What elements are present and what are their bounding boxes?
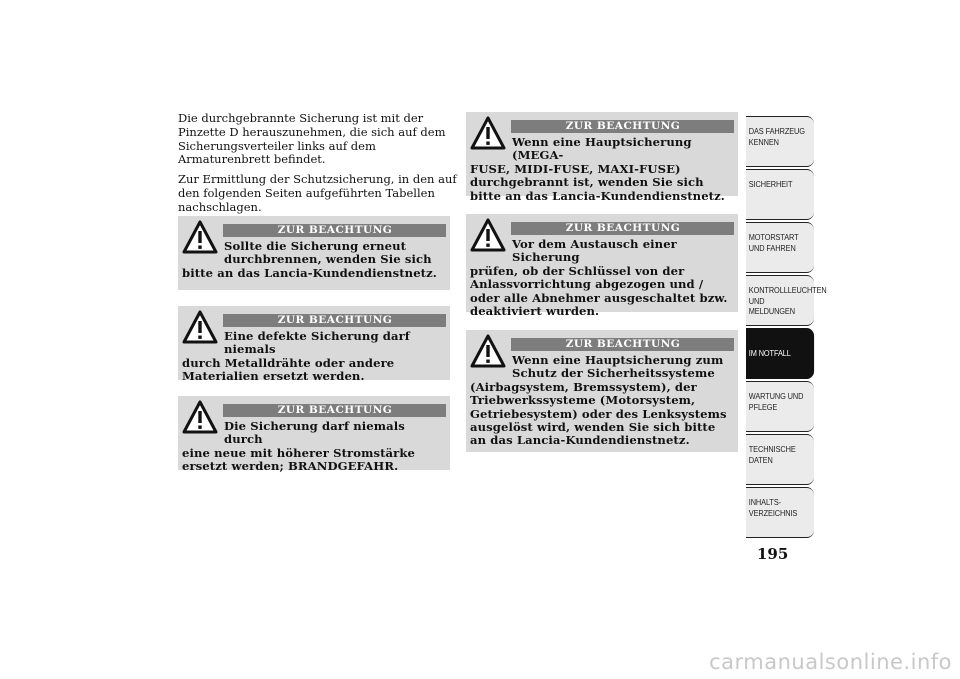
- warning-heading: ZUR BEACHTUNG: [511, 338, 734, 351]
- warning-box-4: [466, 112, 738, 203]
- warning-heading: ZUR BEACHTUNG: [511, 222, 734, 235]
- warning-heading: ZUR BEACHTUNG: [223, 314, 446, 327]
- tab-kontrollleuchten-und-meldungen[interactable]: KONTROLLLEUCHTEN UND MELDUNGEN: [746, 275, 814, 326]
- warning-box-5: [466, 214, 738, 319]
- intro-paragraph-2: Zur Ermittlung der Schutzsicherung, in den auf den folgenden Seiten aufgeführten Tabellen nachschlagen.: [178, 172, 457, 214]
- warning-text: Vor dem Austausch einer Sicherung prüfen, ob der Schlüssel von der Anlassvorrichtung abgezogen und / oder alle Abnehmer ausgeschaltet bzw. deaktiviert wurden.: [470, 237, 728, 319]
- warning-box-1: [178, 216, 450, 290]
- tab-wartung-und-pflege[interactable]: WARTUNG UND PFLEGE: [746, 381, 814, 432]
- intro-text: [178, 112, 458, 221]
- tab-das-fahrzeug-kennen[interactable]: DAS FAHRZEUG KENNEN: [746, 116, 814, 167]
- tab-sicherheit[interactable]: SICHERHEIT: [746, 169, 814, 220]
- warning-box-6: [466, 330, 738, 452]
- tab-im-notfall[interactable]: IM NOTFALL: [746, 328, 814, 379]
- warning-text: Die Sicherung darf niemals durch eine neue mit höherer Stromstärke ersetzt werden; BRANDGEFAHR.: [182, 419, 415, 474]
- watermark: carmanualsonline.info: [709, 650, 952, 674]
- warning-triangle-icon: [470, 333, 506, 369]
- warning-heading: ZUR BEACHTUNG: [223, 404, 446, 417]
- warning-triangle-icon: [182, 309, 218, 345]
- tab-motorstart-und-fahren[interactable]: MOTORSTART UND FAHREN: [746, 222, 814, 273]
- warning-box-3: [178, 396, 450, 474]
- warning-triangle-icon: [470, 115, 506, 151]
- tab-technische-daten[interactable]: TECHNISCHE DATEN: [746, 434, 814, 485]
- intro-paragraph-1: Die durchgebrannte Sicherung ist mit der Pinzette D herauszunehmen, die sich auf dem Sicherungsverteiler links auf dem Armaturenbrett befindet.: [178, 111, 446, 167]
- warning-triangle-icon: [470, 217, 506, 253]
- warning-text: Wenn eine Hauptsicherung zum Schutz der Sicherheitssysteme (Airbagsystem, Bremssystem), der Triebwerkssysteme (Motorsystem, Getriebesystem) oder des Lenksystems ausgelöst wird, wenden Sie sich bitte an das Lancia-Kundendienstnetz.: [470, 353, 727, 448]
- warning-heading: ZUR BEACHTUNG: [223, 224, 446, 237]
- page-number: 195: [757, 545, 789, 563]
- warning-text: Sollte die Sicherung erneut durchbrennen, wenden Sie sich bitte an das Lancia-Kundendienstnetz.: [182, 239, 437, 280]
- warning-heading: ZUR BEACHTUNG: [511, 120, 734, 133]
- tab-inhaltsverzeichnis[interactable]: INHALTS-VERZEICHNIS: [746, 487, 814, 538]
- chapter-tabs: [746, 116, 827, 540]
- warning-triangle-icon: [182, 219, 218, 255]
- warning-box-2: [178, 306, 450, 384]
- warning-triangle-icon: [182, 399, 218, 435]
- warning-text: Eine defekte Sicherung darf niemals durch Metalldrähte oder andere Materialien ersetzt werden.: [182, 329, 410, 384]
- warning-text: Wenn eine Hauptsicherung (MEGA- FUSE, MIDI-FUSE, MAXI-FUSE) durchgebrannt ist, wenden Sie sich bitte an das Lancia-Kundendienstnetz.: [470, 135, 725, 203]
